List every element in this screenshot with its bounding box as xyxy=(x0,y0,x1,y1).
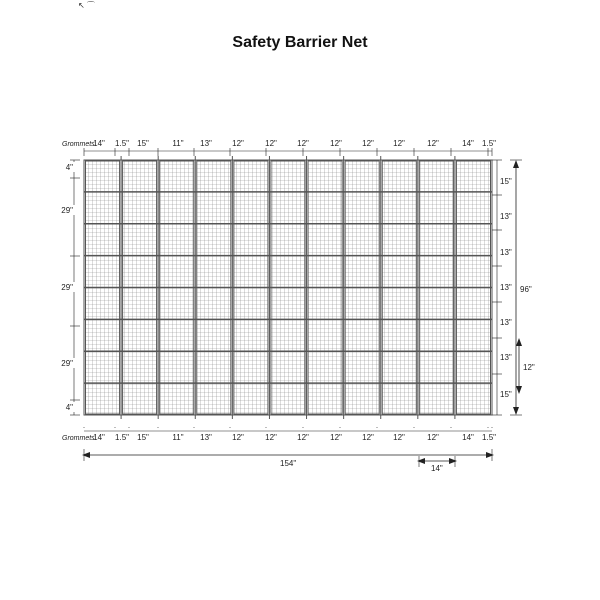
bottom-column-width-label: 1.5" xyxy=(115,433,129,442)
bottom-column-width-label: 13" xyxy=(200,433,212,442)
arrow-right-icon xyxy=(449,458,457,464)
bottom-column-width-label: 12" xyxy=(393,433,405,442)
bottom-column-width-label: 14" xyxy=(462,433,474,442)
left-dimensions xyxy=(60,160,80,415)
top-column-width-label: 12" xyxy=(232,139,244,148)
grommets-label-bottom: Grommets xyxy=(62,435,95,442)
arrow-down-icon xyxy=(516,386,522,394)
top-column-dimensions xyxy=(84,139,496,156)
arrow-left-icon xyxy=(417,458,425,464)
top-column-width-label: 12" xyxy=(362,139,374,148)
arrow-down-icon xyxy=(513,407,519,415)
bottom-column-width-label: 12" xyxy=(427,433,439,442)
right-dimensions xyxy=(492,160,512,415)
corner-mark: ↖ ⌒ xyxy=(78,1,95,10)
grommets-label-top: Grommets xyxy=(62,141,95,148)
top-column-width-label: 15" xyxy=(137,139,149,148)
bottom-column-width-label: 12" xyxy=(362,433,374,442)
grommet-spacing-horizontal-label: 14" xyxy=(431,464,443,473)
bottom-column-width-label: 12" xyxy=(297,433,309,442)
top-column-width-label: 13" xyxy=(200,139,212,148)
top-column-width-label: 12" xyxy=(330,139,342,148)
top-column-width-label: 12" xyxy=(427,139,439,148)
arrow-up-icon xyxy=(513,160,519,168)
bottom-column-width-label: 12" xyxy=(330,433,342,442)
top-column-width-label: 11" xyxy=(172,139,184,148)
top-column-width-label: 14" xyxy=(93,139,105,148)
right-height-label: 13" xyxy=(500,212,512,221)
grommet-spacing-vertical-dimension xyxy=(516,338,535,394)
left-height-label: 4" xyxy=(65,163,73,172)
total-height-dimension xyxy=(510,160,534,415)
right-height-label: 13" xyxy=(500,283,512,292)
left-height-label: 29" xyxy=(61,359,73,368)
arrow-left-icon xyxy=(82,452,90,458)
left-height-label: 29" xyxy=(61,206,73,215)
right-height-label: 13" xyxy=(500,318,512,327)
bottom-column-dimensions xyxy=(84,427,496,442)
net-grid xyxy=(84,156,492,419)
arrow-right-icon xyxy=(486,452,494,458)
grommet-spacing-vertical-label: 12" xyxy=(523,363,535,372)
top-column-width-label: 12" xyxy=(265,139,277,148)
bottom-column-width-label: 12" xyxy=(232,433,244,442)
left-height-label: 29" xyxy=(61,283,73,292)
bottom-column-width-label: 14" xyxy=(93,433,105,442)
top-column-width-label: 1.5" xyxy=(115,139,129,148)
right-height-label: 13" xyxy=(500,353,512,362)
bottom-column-width-label: 15" xyxy=(137,433,149,442)
bottom-column-width-label: 11" xyxy=(172,433,184,442)
total-height-label: 96" xyxy=(520,285,532,294)
grommet-spacing-horizontal-dimension xyxy=(417,456,457,473)
bottom-column-width-label: 12" xyxy=(265,433,277,442)
left-height-label: 4" xyxy=(65,403,73,412)
right-height-label: 15" xyxy=(500,390,512,399)
top-column-width-label: 14" xyxy=(462,139,474,148)
page-title: Safety Barrier Net xyxy=(232,34,368,51)
arrow-up-icon xyxy=(516,338,522,346)
bottom-column-width-label: 1.5" xyxy=(482,433,496,442)
top-column-width-label: 1.5" xyxy=(482,139,496,148)
top-column-width-label: 12" xyxy=(393,139,405,148)
right-height-label: 13" xyxy=(500,248,512,257)
total-width-label: 154" xyxy=(280,459,297,468)
right-height-label: 15" xyxy=(500,177,512,186)
top-column-width-label: 12" xyxy=(297,139,309,148)
